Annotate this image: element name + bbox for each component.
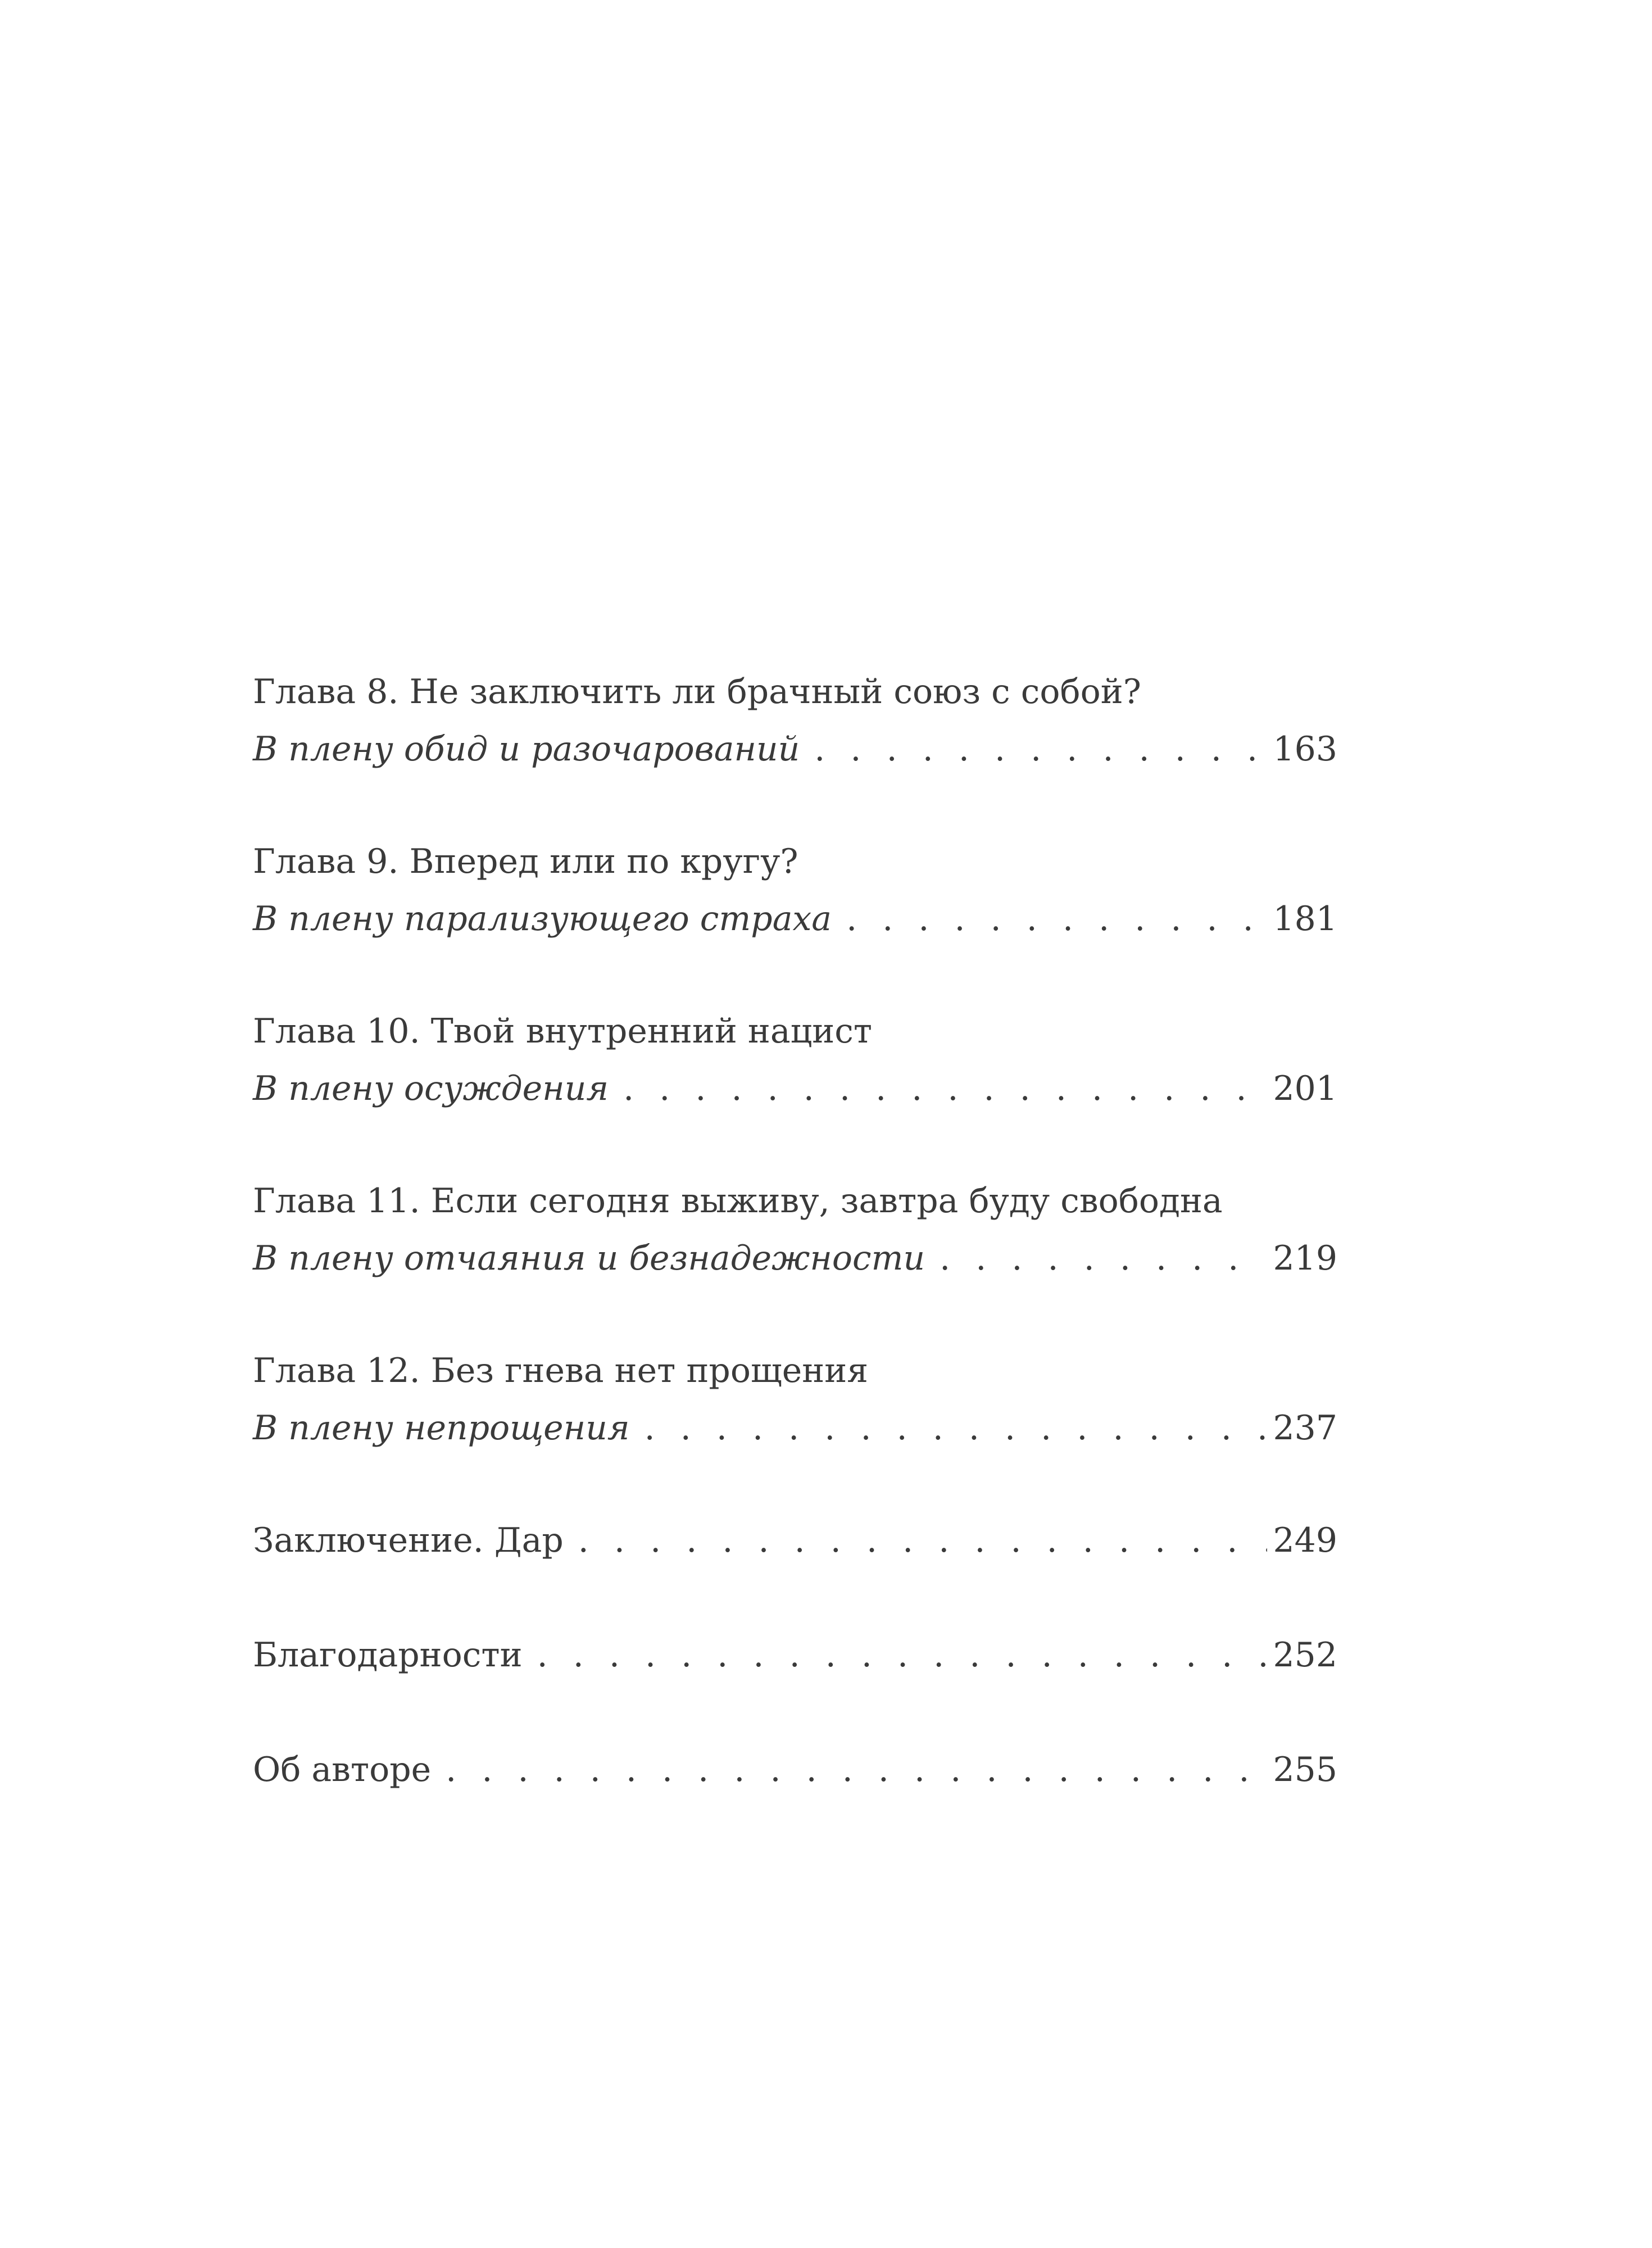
toc-entry-about-author [253, 1741, 1337, 1798]
toc-entry-chapter-12 [253, 1342, 1337, 1457]
section-title: Заключение. Дар [253, 1521, 564, 1560]
chapter-title: Глава 10. Твой внутренний нацист [253, 1012, 873, 1051]
toc-entry-chapter-11 [253, 1172, 1337, 1287]
dot-leader [623, 1060, 1267, 1117]
dot-leader [645, 1399, 1268, 1457]
toc-entry-chapter-9 [253, 833, 1337, 948]
chapter-subtitle: В плену осуждения [253, 1069, 609, 1108]
dot-leader [940, 1230, 1267, 1287]
chapter-title: Глава 9. Вперед или по кругу? [253, 842, 798, 881]
chapter-title: Глава 8. Не заключить ли брачный союз с собой? [253, 672, 1141, 711]
page-number: 252 [1273, 1635, 1337, 1675]
dot-leader [846, 890, 1267, 948]
chapter-subtitle: В плену непрощения [253, 1408, 630, 1448]
toc-entry-acknowledgements [253, 1626, 1337, 1684]
section-title: Об авторе [253, 1750, 432, 1789]
toc-entry-conclusion [253, 1512, 1337, 1569]
toc-entry-chapter-10 [253, 1003, 1337, 1117]
chapter-subtitle: В плену отчаяния и безнадежности [253, 1239, 925, 1278]
page-number: 181 [1273, 899, 1337, 939]
toc-entry-chapter-8 [253, 663, 1337, 778]
chapter-subtitle: В плену парализующего страха [253, 899, 832, 939]
page-number: 201 [1273, 1069, 1337, 1108]
dot-leader [446, 1741, 1267, 1798]
page-number: 237 [1273, 1408, 1337, 1448]
section-title: Благодарности [253, 1635, 523, 1675]
page-number: 249 [1273, 1521, 1337, 1560]
chapter-title: Глава 11. Если сегодня выживу, завтра буду свободна [253, 1181, 1223, 1221]
chapter-subtitle: В плену обид и разочарований [253, 729, 800, 769]
dot-leader [578, 1512, 1268, 1569]
page-number: 255 [1273, 1750, 1337, 1789]
table-of-contents [253, 663, 1337, 1856]
chapter-title: Глава 12. Без гнева нет прощения [253, 1351, 869, 1390]
page-number: 219 [1273, 1239, 1337, 1278]
dot-leader [814, 720, 1267, 778]
dot-leader [537, 1626, 1268, 1684]
page-number: 163 [1273, 729, 1337, 769]
